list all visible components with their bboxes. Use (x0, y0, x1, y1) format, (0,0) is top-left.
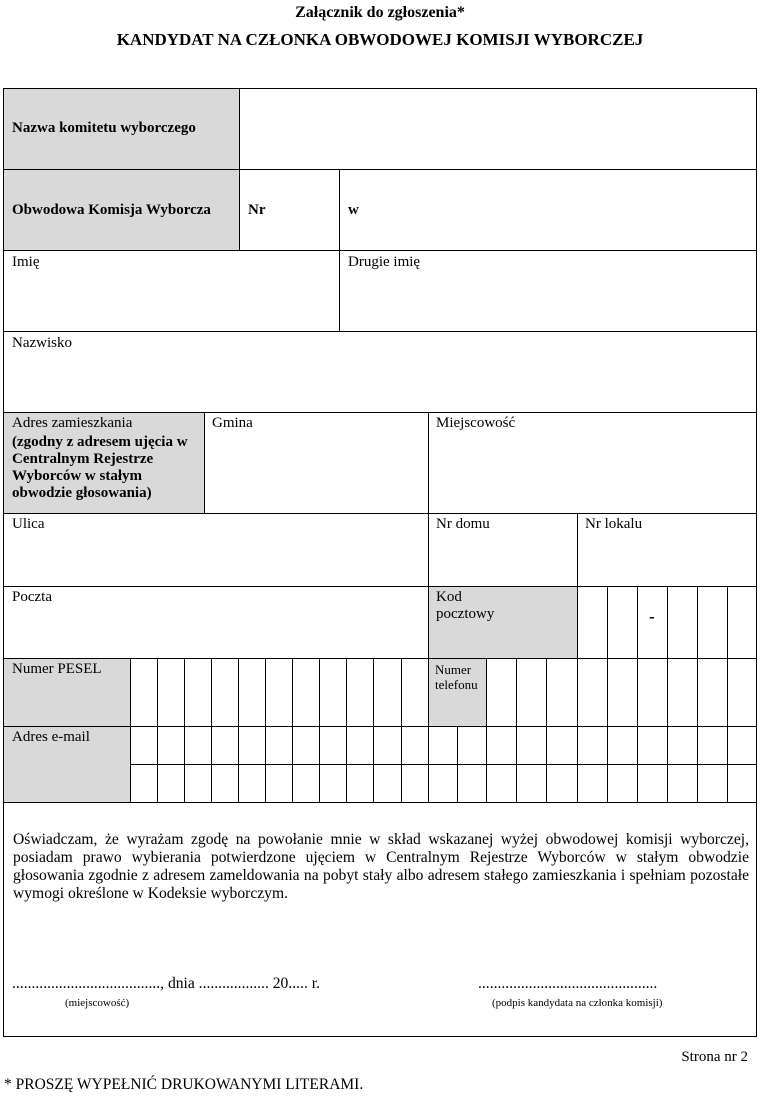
address-label-cell (4, 413, 205, 514)
email-char-box[interactable] (458, 727, 487, 765)
postal-digit-box[interactable] (728, 587, 756, 659)
email-char-box[interactable] (293, 765, 320, 803)
pesel-label-cell (4, 659, 131, 727)
surname-label: Nazwisko (12, 335, 72, 351)
pesel-digit-box[interactable] (374, 659, 402, 727)
place-date-line[interactable]: ......................................, dnia .................. 20..... r. (12, 975, 320, 992)
phone-digit-box[interactable] (517, 659, 547, 727)
pesel-digit-box[interactable] (158, 659, 185, 727)
email-char-box[interactable] (402, 765, 429, 803)
address-note: (zgodny z adresem ujęcia w Centralnym Rejestrze Wyborców w stałym obwodzie głosowania) (12, 434, 188, 501)
phone-digit-box[interactable] (578, 659, 608, 727)
email-char-box[interactable] (239, 727, 266, 765)
postal-digit-box[interactable] (698, 587, 728, 659)
signature-caption: (podpis kandydata na członka komisji) (492, 997, 663, 1009)
pesel-label: Numer PESEL (12, 661, 102, 677)
email-char-box[interactable] (239, 765, 266, 803)
postal-digit-box[interactable] (578, 587, 608, 659)
email-char-box[interactable] (578, 727, 608, 765)
candidate-form (3, 88, 757, 1037)
commission-number-field[interactable] (240, 170, 340, 251)
email-char-box[interactable] (547, 727, 578, 765)
email-char-box[interactable] (608, 727, 638, 765)
commission-label-cell (4, 170, 240, 251)
email-char-box[interactable] (293, 727, 320, 765)
phone-digit-box[interactable] (668, 659, 698, 727)
email-char-box[interactable] (158, 727, 185, 765)
postal-digit-box[interactable] (668, 587, 698, 659)
commission-label: Obwodowa Komisja Wyborcza (12, 202, 211, 218)
email-char-box[interactable] (638, 765, 668, 803)
phone-digit-box[interactable] (547, 659, 578, 727)
phone-label-cell (429, 659, 487, 727)
post-label: Poczta (12, 589, 52, 605)
email-char-box[interactable] (212, 765, 239, 803)
phone-digit-box[interactable] (728, 659, 756, 727)
email-label-cell (4, 727, 131, 803)
email-char-box[interactable] (185, 765, 212, 803)
email-char-box[interactable] (266, 727, 293, 765)
pesel-digit-box[interactable] (212, 659, 239, 727)
w-label: w (348, 202, 359, 218)
email-char-box[interactable] (185, 727, 212, 765)
pesel-digit-box[interactable] (266, 659, 293, 727)
phone-digit-box[interactable] (698, 659, 728, 727)
signature-line[interactable]: .............................................. (478, 975, 658, 992)
pesel-digit-box[interactable] (293, 659, 320, 727)
email-char-box[interactable] (320, 727, 347, 765)
first-name-field[interactable] (4, 251, 340, 332)
pesel-digit-box[interactable] (185, 659, 212, 727)
committee-name-field[interactable] (240, 89, 756, 170)
surname-field[interactable] (4, 332, 756, 413)
postal-code-label-cell (429, 587, 578, 659)
email-char-box[interactable] (429, 727, 458, 765)
place-caption: (miejscowość) (65, 997, 130, 1009)
committee-name-label: Nazwa komitetu wyborczego (12, 120, 196, 136)
email-char-box[interactable] (698, 727, 728, 765)
commission-location-field[interactable] (340, 170, 756, 251)
email-char-box[interactable] (458, 765, 487, 803)
email-char-box[interactable] (608, 765, 638, 803)
email-char-box[interactable] (131, 765, 158, 803)
email-char-box[interactable] (578, 765, 608, 803)
declaration-text: Oświadczam, że wyrażam zgodę na powołanie mnie w skład wskazanej wyżej obwodowej komisji wyborczej, posiadam prawo wybierania potwierdzone ujęciem w Centralnym Rejestrze Wyborców w stałym obwodzie głosowania zgodnie z adresem zameldowania na pobyt stały albo adresem stałego zamieszkania i spełniam pozostałe wymogi określone w Kodeksie wyborczym. (13, 831, 749, 902)
first-name-label: Imię (12, 254, 40, 270)
footnote: * PROSZĘ WYPEŁNIĆ DRUKOWANYMI LITERAMI. (4, 1076, 364, 1093)
flat-number-label: Nr lokalu (585, 516, 643, 532)
page-number: Strona nr 2 (681, 1049, 748, 1065)
house-number-label: Nr domu (436, 516, 490, 532)
email-char-box[interactable] (429, 765, 458, 803)
email-char-box[interactable] (668, 765, 698, 803)
gmina-label: Gmina (212, 415, 253, 431)
phone-digit-box[interactable] (487, 659, 517, 727)
form-title: KANDYDAT NA CZŁONKA OBWODOWEJ KOMISJI WYBORCZEJ (116, 30, 644, 49)
email-char-box[interactable] (347, 765, 374, 803)
email-char-box[interactable] (517, 765, 547, 803)
postal-dash: - (649, 607, 655, 626)
address-label: Adres zamieszkania (12, 415, 133, 431)
email-char-box[interactable] (212, 727, 239, 765)
committee-name-label-cell (4, 89, 240, 170)
pesel-digit-box[interactable] (131, 659, 158, 727)
email-char-box[interactable] (668, 727, 698, 765)
pesel-digit-box[interactable] (239, 659, 266, 727)
email-char-box[interactable] (347, 727, 374, 765)
street-label: Ulica (12, 516, 45, 532)
email-char-box[interactable] (638, 727, 668, 765)
email-char-box[interactable] (374, 765, 402, 803)
second-name-label: Drugie imię (348, 254, 421, 270)
street-field[interactable] (4, 514, 429, 587)
pesel-digit-box[interactable] (402, 659, 429, 727)
phone-label: Numer telefonu (435, 662, 478, 692)
locality-label: Miejscowość (436, 415, 516, 431)
email-char-box[interactable] (728, 765, 756, 803)
post-field[interactable] (4, 587, 429, 659)
email-char-box[interactable] (728, 727, 756, 765)
email-char-box[interactable] (517, 727, 547, 765)
email-label: Adres e-mail (12, 729, 90, 745)
email-char-box[interactable] (487, 765, 517, 803)
flat-number-field[interactable] (578, 514, 756, 587)
postal-digit-box[interactable] (608, 587, 638, 659)
email-char-box[interactable] (402, 727, 429, 765)
phone-digit-box[interactable] (608, 659, 638, 727)
email-char-box[interactable] (487, 727, 517, 765)
postal-code-label: Kod pocztowy (436, 589, 495, 622)
pesel-digit-box[interactable] (320, 659, 347, 727)
email-char-box[interactable] (698, 765, 728, 803)
house-number-field[interactable] (429, 514, 578, 587)
email-char-box[interactable] (158, 765, 185, 803)
postal-separator-cell (638, 587, 668, 659)
email-char-box[interactable] (131, 727, 158, 765)
email-char-box[interactable] (547, 765, 578, 803)
pesel-digit-box[interactable] (347, 659, 374, 727)
second-name-field[interactable] (340, 251, 756, 332)
email-char-box[interactable] (374, 727, 402, 765)
locality-field[interactable] (429, 413, 756, 514)
gmina-field[interactable] (205, 413, 429, 514)
phone-digit-box[interactable] (638, 659, 668, 727)
nr-label: Nr (248, 202, 266, 218)
annex-title: Załącznik do zgłoszenia* (295, 4, 465, 21)
email-char-box[interactable] (266, 765, 293, 803)
email-char-box[interactable] (320, 765, 347, 803)
